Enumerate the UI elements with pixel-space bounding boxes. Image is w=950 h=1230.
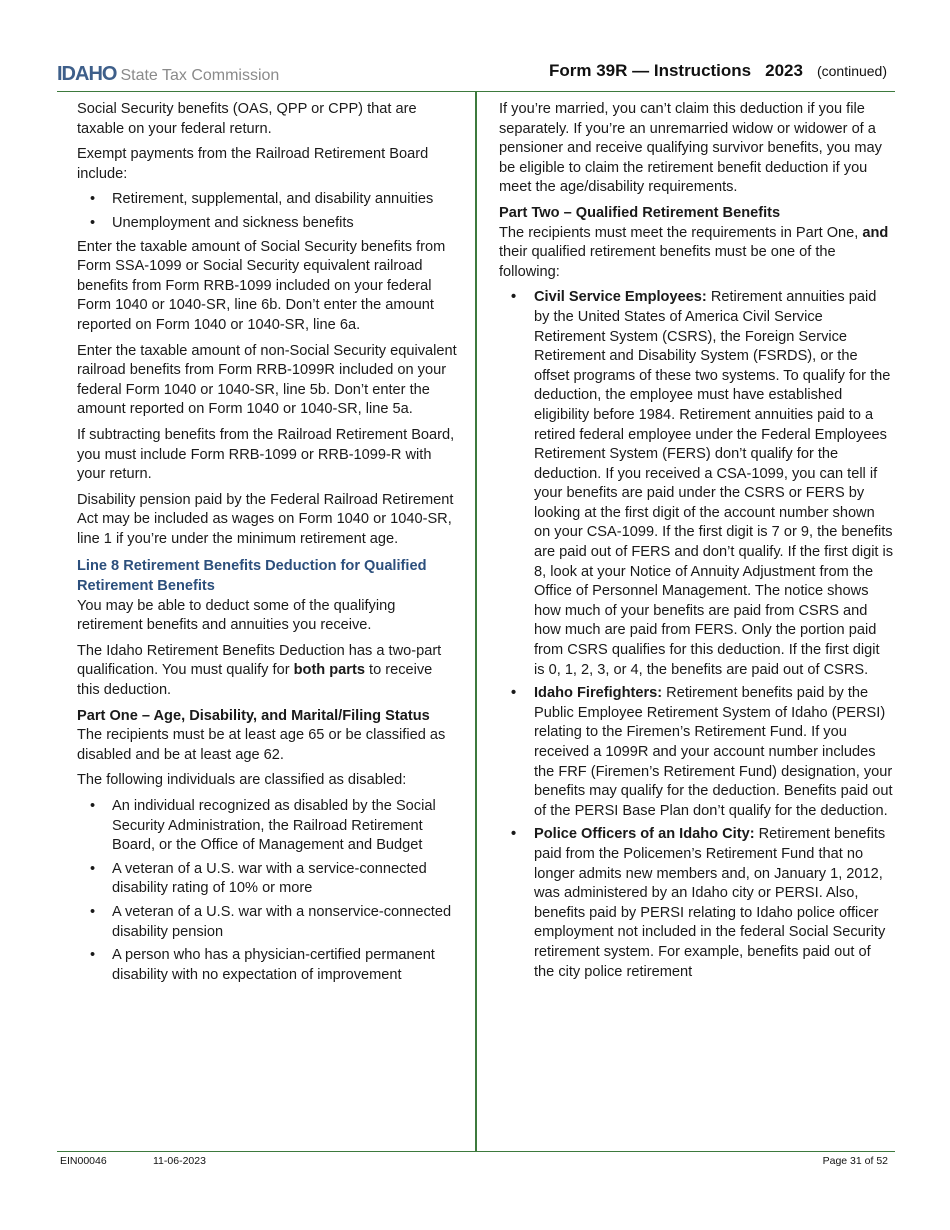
text-run: their qualified retirement benefits must be one of the following: [499,244,836,280]
paragraph: Social Security benefits (OAS, QPP or CPP) that are taxable on your federal return. [77,101,417,137]
footer-page-number: Page 31 of 52 [822,1155,888,1167]
paragraph [499,224,894,283]
item-text: Retirement benefits paid from the Policemen’s Retirement Fund that no longer admits new members and, on January 1, 2012, was administered by an Idaho city or PERSI. Also, benefits paid by PERSI relating to Idaho police officer employment not included in the federal Social Security retirement system. For example, benefits paid out of the city police retirement [534,826,886,980]
part-one-heading: Part One – Age, Disability, and Marital/Filing Status [77,707,430,724]
logo-wordmark: IDAHO [57,63,117,85]
list-item: • A person who has a physician-certified permanent disability with no expectation of improvement [77,946,457,985]
paragraph [77,642,457,701]
list-item: • A veteran of a U.S. war with a service-connected disability rating of 10% or more [77,860,457,899]
qualified-benefits-list [499,288,894,982]
emphasis: both parts [293,662,365,679]
paragraph: If subtracting benefits from the Railroad Retirement Board, you must include Form RRB-1099 or RRB-1099-R with your return. [77,426,455,483]
agency-logo [57,63,279,86]
list-item: • Unemployment and sickness benefits [77,214,457,234]
footer-date: 11-06-2023 [153,1155,206,1167]
paragraph: Enter the taxable amount of Social Security benefits from Form SSA-1099 or Social Security equivalent railroad benefits from Form RRB-1099 included on your federal Form 1040 or 1040-SR, line 6b. Don’t enter the amount reported on Form 1040 or 1040-SR, line 6a. [77,238,446,333]
list-item-police [499,825,894,982]
part-two-heading: Part Two – Qualified Retirement Benefits [499,204,781,221]
list-item: • Retirement, supplemental, and disability annuities [77,190,457,210]
text-run: The Idaho Retirement Benefits Deduction has a two-part qualification. You must qualify for [77,642,442,679]
column-divider [475,91,477,1152]
paragraph: Exempt payments from the Railroad Retirement Board include: [77,146,429,182]
left-column [77,100,457,989]
paragraph: The following individuals are classified as disabled: [77,772,407,789]
form-title: Form 39R — Instructions [548,61,752,80]
form-year: 2023 [765,61,803,80]
form-title-block [549,61,887,81]
disabled-list [77,797,457,985]
paragraph: Enter the taxable amount of non-Social Security equivalent railroad benefits from Form RRB-1099R included on your federal Form 1040 or 1040-SR, line 5b. Don’t enter the amount reported on Form 1040 or 1040-SR, line 5a. [77,342,457,418]
continued-label: (continued) [816,63,887,79]
paragraph: You may be able to deduct some of the qualifying retirement benefits and annuities you receive. [77,597,396,634]
line8-heading: Line 8 Retirement Benefits Deduction for Qualified Retirement Benefits [77,558,427,595]
logo-subtitle: State Tax Commission [120,67,280,84]
text-run: to receive this deduction. [77,662,433,699]
item-text: Retirement annuities paid by the United States of America Civil Service Retirement System (CSRS), the Foreign Service Retirement and Disability System (FSRDS), or the offset programs of these two systems. To qualify for the deduction, the employee must have established eligibility before 1984. Retirement annuities paid to a retired federal employee under the Federal Employees Retirement System (FERS) don’t qualify for the deduction. If you received a CSA-1099, you can tell if your benefits are paid under the CSRS or FERS by looking at the first digit of the account number shown on your CSA-1099. If the first digit is 7 or 9, the benefits are paid out of FERS and don’t qualify. If the first digit is 8, look at your Notice of Annuity Adjustment from the Office of Personnel Management. The notice shows how much of your benefits are paid from CSRS and how much are paid from FERS. Only the portion paid from CSRS qualifies for this deduction. If the first digit is 0, 1, 2, 3, or 4, the benefits are paid out of CSRS. [534,289,894,678]
paragraph: Disability pension paid by the Federal Railroad Retirement Act may be included as wages on Form 1040 or 1040-SR, line 1 if you’re under the minimum retirement age. [77,491,454,547]
emphasis: and [862,224,889,241]
footer-divider [57,1151,895,1152]
item-title: Civil Service Employees: [534,289,707,306]
paragraph: The recipients must be at least age 65 or be classified as disabled and be at least age 62. [77,727,446,763]
paragraph: If you’re married, you can’t claim this deduction if you file separately. If you’re an unremarried widow or widower of a pensioner and receive qualifying survivor benefits, you may be eligible to claim the retirement benefit deduction if you meet the age/disability requirements. [499,101,882,196]
item-text: Retirement benefits paid by the Public Employee Retirement System of Idaho (PERSI) relating to the Firemen’s Retirement Fund. If you received a 1099R and your account number includes the FRF (Firemen’s Retirement Fund) designation, your benefits may qualify for the deduction. Benefits paid out of the PERSI Base Plan don’t qualify for the deduction. [534,685,893,819]
page-header [57,60,895,92]
list-item-firefighters [499,684,894,821]
railroad-exempt-list [77,190,457,233]
list-item: • An individual recognized as disabled by the Social Security Administration, the Railroad Retirement Board, or the Office of Management and Budget [77,797,457,856]
footer-form-code: EIN00046 [60,1155,107,1167]
item-title: Police Officers of an Idaho City: [534,826,755,843]
list-item-civil-service [499,288,894,680]
right-column [499,100,894,986]
list-item: • A veteran of a U.S. war with a nonservice-connected disability pension [77,903,457,942]
text-run: The recipients must meet the requirements in Part One, [499,224,863,241]
item-title: Idaho Firefighters: [534,685,663,702]
